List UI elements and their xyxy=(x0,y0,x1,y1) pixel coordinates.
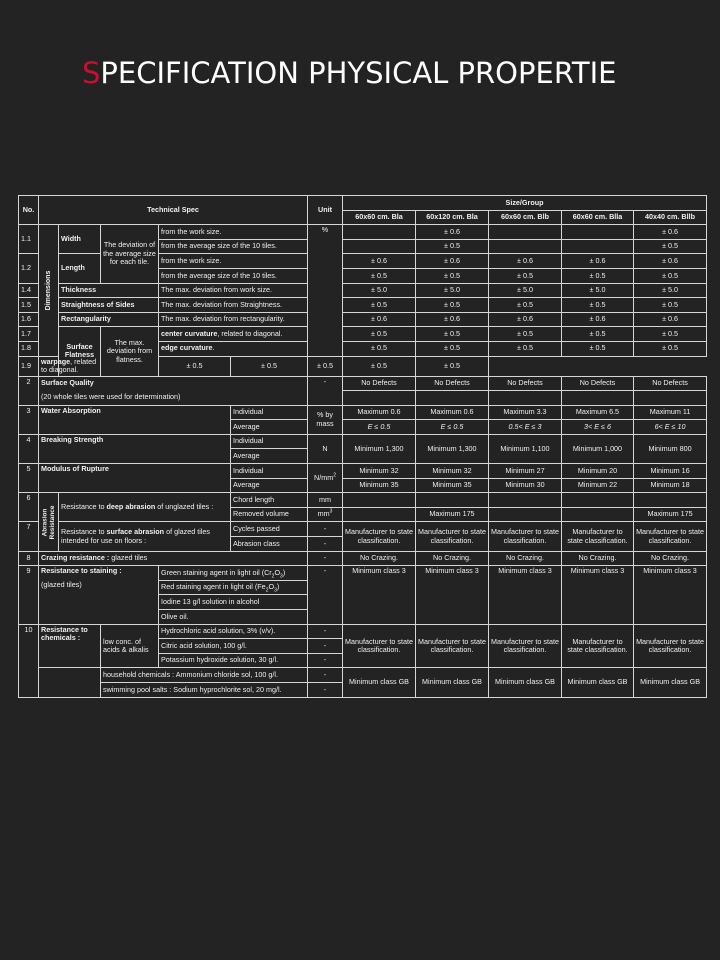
value-cell: Minimum 1,000 xyxy=(562,434,634,463)
value-cell: ± 0.5 xyxy=(562,298,634,313)
spec-desc: The max. deviation from work size. xyxy=(159,283,308,298)
chem-desc: Citric acid solution, 100 g/l. xyxy=(159,639,308,654)
value-cell: Minimum class 3 xyxy=(634,566,707,624)
row-no: 1.7 xyxy=(19,327,39,342)
value-cell: Minimum 35 xyxy=(416,478,489,493)
table-row xyxy=(19,312,707,327)
value-cell: Minimum 1,300 xyxy=(416,434,489,463)
value-cell: ± 0.5 xyxy=(308,356,343,376)
dimensions-label: Dimensions xyxy=(39,225,59,356)
value-cell: Maximum 11 xyxy=(634,405,707,420)
spec-table xyxy=(18,195,707,698)
value-cell: No Defects xyxy=(343,376,416,391)
sub-label: Individual xyxy=(231,405,308,420)
row-no: 10 xyxy=(19,624,39,697)
table-row xyxy=(19,566,707,581)
thickness-label: Thickness xyxy=(59,283,159,298)
value-cell: ± 0.6 xyxy=(562,312,634,327)
value-cell: Minimum 20 xyxy=(562,464,634,479)
value-cell xyxy=(416,391,489,406)
table-row xyxy=(19,283,707,298)
value-cell: ± 0.6 xyxy=(562,254,634,269)
sub-label: Abrasion class xyxy=(231,537,308,552)
spec-desc xyxy=(159,341,308,356)
unit-cell: $N/mm^2$ xyxy=(308,464,343,493)
value-cell: ± 0.6 xyxy=(489,312,562,327)
value-cell xyxy=(562,239,634,254)
table-row xyxy=(19,391,707,406)
table-row xyxy=(19,298,707,313)
value-cell: Minimum class GB xyxy=(343,668,416,697)
sub-label: Removed volume xyxy=(231,507,308,522)
surf-pre: Resistance to xyxy=(61,527,107,537)
spec-desc: from the average size of the 10 tiles. xyxy=(159,239,308,254)
straightness-label: Straightness of Sides xyxy=(59,298,159,313)
sub-label: Chord length xyxy=(231,493,308,508)
row-no: 1.6 xyxy=(19,312,39,327)
unit-cell: - xyxy=(308,639,343,654)
value-cell: ± 0.5 xyxy=(489,341,562,356)
value-cell: Maximum 0.6 xyxy=(343,405,416,420)
unit-cell: % by mass xyxy=(308,405,343,434)
value-cell xyxy=(562,493,634,508)
value-cell xyxy=(416,493,489,508)
page-title xyxy=(82,56,616,90)
deep-bold: deep abrasion xyxy=(106,502,156,512)
value-cell: Manufacturer to state classification. xyxy=(489,522,562,551)
value-cell xyxy=(489,239,562,254)
warpage-note: , related to diagonal. xyxy=(41,356,97,375)
unit-cell: - xyxy=(308,668,343,683)
row-no: 3 xyxy=(19,405,39,434)
row-no: 9 xyxy=(19,566,39,624)
value-cell: 3< E ≤ 6 xyxy=(562,420,634,435)
value-cell: ± 0.5 xyxy=(159,356,231,376)
unit-text: N/mm xyxy=(314,472,334,482)
value-cell: Minimum 30 xyxy=(489,478,562,493)
value-cell: ± 0.5 xyxy=(634,268,707,283)
sub-label: Average xyxy=(231,449,308,464)
value-cell: Minimum 35 xyxy=(343,478,416,493)
table-row xyxy=(19,522,707,537)
length-label: Length xyxy=(59,254,101,283)
value-cell: Manufacturer to state classification. xyxy=(634,624,707,668)
value-cell xyxy=(562,391,634,406)
value-cell: Minimum class GB xyxy=(634,668,707,697)
value-cell: ± 5.0 xyxy=(416,283,489,298)
value-cell: Maximum 3.3 xyxy=(489,405,562,420)
header-unit: Unit xyxy=(308,196,343,225)
value-cell: ± 0.6 xyxy=(634,225,707,240)
row-no: 7 xyxy=(19,522,39,551)
agent-desc: Olive oil. xyxy=(159,610,308,625)
chemicals-label: Resistance to chemicals : xyxy=(39,624,101,668)
dim-unit: % xyxy=(308,225,343,356)
value-cell: ± 0.5 xyxy=(489,298,562,313)
sub-label: Average xyxy=(231,420,308,435)
spec-desc: from the work size. xyxy=(159,254,308,269)
blank-cell xyxy=(39,668,101,697)
table-row xyxy=(19,376,707,391)
value-cell: Maximum 0.6 xyxy=(416,405,489,420)
row-no: 2 xyxy=(19,376,39,405)
sub-label: Cycles passed xyxy=(231,522,308,537)
title-first-letter: S xyxy=(82,56,101,90)
row-no: 8 xyxy=(19,551,39,566)
table-row xyxy=(19,551,707,566)
agent-desc: Iodine 13 g/l solution in alcohol xyxy=(159,595,308,610)
value-cell: ± 0.5 xyxy=(416,298,489,313)
red-agent: Red staining agent in light oil (Fe xyxy=(161,582,266,592)
value-cell: Minimum 32 xyxy=(343,464,416,479)
row-no: 5 xyxy=(19,464,39,493)
value-cell: Manufacturer to state classification. xyxy=(343,522,416,551)
value-cell: ± 0.5 xyxy=(343,298,416,313)
surf-bold: surface abrasion xyxy=(106,527,165,537)
value-cell: ± 0.5 xyxy=(343,356,416,376)
warpage: warpage xyxy=(41,356,71,366)
value-cell: No Crazing. xyxy=(634,551,707,566)
staining-label-cell xyxy=(39,566,159,624)
header-size-group: Size/Group xyxy=(343,196,707,211)
value-cell: Minimum 1,300 xyxy=(343,434,416,463)
center-curvature: center curvature xyxy=(161,328,218,338)
value-cell: Minimum 16 xyxy=(634,464,707,479)
value-cell xyxy=(489,507,562,522)
spec-desc xyxy=(159,327,308,342)
deep-abrasion-label xyxy=(59,493,231,522)
value-cell: ± 0.6 xyxy=(343,312,416,327)
value-cell: Manufacturer to state classification. xyxy=(562,522,634,551)
value-cell: No Crazing. xyxy=(562,551,634,566)
value-cell: Manufacturer to state classification. xyxy=(562,624,634,668)
crazing-note: glazed tiles xyxy=(109,553,148,563)
value-cell: Maximum 175 xyxy=(416,507,489,522)
spec-desc: from the work size. xyxy=(159,225,308,240)
value-cell xyxy=(634,391,707,406)
value-cell: Maximum 6.5 xyxy=(562,405,634,420)
value-cell xyxy=(343,507,416,522)
value-cell: ± 0.5 xyxy=(634,298,707,313)
row-no: 1.2 xyxy=(19,254,39,283)
value-cell: ± 0.6 xyxy=(634,312,707,327)
row-no: 1.5 xyxy=(19,298,39,313)
value-cell: Manufacturer to state classification. xyxy=(343,624,416,668)
row-no: 1.4 xyxy=(19,283,39,298)
table-row xyxy=(19,464,707,479)
unit-text: mm xyxy=(317,509,330,519)
value-cell: ± 0.5 xyxy=(634,341,707,356)
value-cell: ± 0.5 xyxy=(343,341,416,356)
value-cell: No Defects xyxy=(416,376,489,391)
value-cell: Minimum class 3 xyxy=(489,566,562,624)
unit-cell: - xyxy=(308,566,343,624)
table-row xyxy=(19,405,707,420)
value-cell: Minimum class 3 xyxy=(343,566,416,624)
unit-cell: - xyxy=(308,537,343,552)
table-row xyxy=(19,668,707,683)
value-cell: ± 0.5 xyxy=(416,356,489,376)
value-cell: Minimum 800 xyxy=(634,434,707,463)
width-label: Width xyxy=(59,225,101,254)
chem-desc: Potassium hydroxide solution, 30 g/l. xyxy=(159,653,308,668)
value-cell xyxy=(634,493,707,508)
value-cell: ± 0.6 xyxy=(416,225,489,240)
value-cell: Minimum 22 xyxy=(562,478,634,493)
value-cell: ± 0.5 xyxy=(634,239,707,254)
max-dev-desc: The max. deviation from flatness. xyxy=(101,327,159,376)
row-no: 6 xyxy=(19,493,39,522)
deep-post: of unglazed tiles : xyxy=(155,502,214,512)
water-absorption-label: Water Absorption xyxy=(39,405,231,434)
low-conc-label: low conc. of acids & alkalis xyxy=(101,624,159,668)
value-cell: Minimum 1,100 xyxy=(489,434,562,463)
header-no: No. xyxy=(19,196,39,225)
modulus-label: Modulus of Rupture xyxy=(39,464,231,493)
value-cell: Minimum class GB xyxy=(562,668,634,697)
value-cell: ± 0.5 xyxy=(416,327,489,342)
table-row xyxy=(19,493,707,508)
value-cell: E ≤ 0.5 xyxy=(416,420,489,435)
sub-label: Individual xyxy=(231,434,308,449)
row-no: 4 xyxy=(19,434,39,463)
unit-cell: - xyxy=(308,653,343,668)
unit-cell: - xyxy=(308,551,343,566)
unit-cell: $mm^3$ xyxy=(308,507,343,522)
chem-desc: swimming pool salts : Sodium hyprochlorite sol, 20 mg/l. xyxy=(101,682,308,697)
header-spec: Technical Spec xyxy=(39,196,308,225)
value-cell xyxy=(489,225,562,240)
rectangularity-label: Rectangularity xyxy=(59,312,159,327)
breaking-strength-label: Breaking Strength xyxy=(39,434,231,463)
value-cell: No Defects xyxy=(634,376,707,391)
unit-cell: - xyxy=(308,624,343,639)
value-cell: Minimum 27 xyxy=(489,464,562,479)
value-cell: ± 0.6 xyxy=(343,254,416,269)
value-cell: ± 5.0 xyxy=(343,283,416,298)
unit-cell: - xyxy=(308,682,343,697)
sub-label: Average xyxy=(231,478,308,493)
value-cell: ± 0.5 xyxy=(416,268,489,283)
deviation-desc: The deviation of the average size for each tile. xyxy=(101,225,159,283)
value-cell: 0.5< E ≤ 3 xyxy=(489,420,562,435)
table-row xyxy=(19,327,707,342)
staining-label: Resistance to staining : xyxy=(41,566,122,576)
surface-quality-label: Surface Quality xyxy=(39,376,308,391)
value-cell: 6< E ≤ 10 xyxy=(634,420,707,435)
unit-cell: - xyxy=(308,522,343,537)
agent-desc: Green staining agent in light oil $(Cr_2O_3)$ xyxy=(159,566,308,581)
value-cell xyxy=(489,391,562,406)
value-cell: ± 0.5 xyxy=(562,268,634,283)
value-cell: ± 0.6 xyxy=(489,254,562,269)
group-header: 60x120 cm. Bla xyxy=(416,210,489,225)
value-cell: ± 0.5 xyxy=(231,356,308,376)
deep-pre: Resistance to xyxy=(61,502,107,512)
surface-quality-note: (20 whole tiles were used for determination) xyxy=(39,391,308,406)
staining-sub: (glazed tiles) xyxy=(41,579,82,589)
center-curvature-note: , related to diagonal. xyxy=(217,328,283,338)
title-rest: PECIFICATION PHYSICAL PROPERTIE xyxy=(100,56,617,90)
value-cell: No Defects xyxy=(562,376,634,391)
table-row xyxy=(19,225,707,240)
value-cell: ± 0.5 xyxy=(562,327,634,342)
value-cell: No Crazing. xyxy=(489,551,562,566)
value-cell: No Crazing. xyxy=(416,551,489,566)
value-cell: ± 0.6 xyxy=(416,254,489,269)
spec-desc: from the average size of the 10 tiles. xyxy=(159,268,308,283)
table-row xyxy=(19,434,707,449)
value-cell: ± 0.5 xyxy=(343,268,416,283)
spec-desc xyxy=(39,356,101,376)
value-cell: Minimum class GB xyxy=(489,668,562,697)
spec-desc: The max. deviation from rectangularity. xyxy=(159,312,308,327)
value-cell xyxy=(489,493,562,508)
abrasion-resistance-label: Abrasion Resistance xyxy=(39,493,59,551)
value-cell: Minimum class GB xyxy=(416,668,489,697)
value-cell: ± 0.5 xyxy=(562,341,634,356)
group-header: 60x60 cm. Blla xyxy=(562,210,634,225)
surf-post: of glazed tiles intended for use on floors : xyxy=(61,527,211,545)
unit-cell: mm xyxy=(308,493,343,508)
value-cell: ± 0.5 xyxy=(416,341,489,356)
table-row xyxy=(19,624,707,639)
value-cell: Manufacturer to state classification. xyxy=(489,624,562,668)
value-cell xyxy=(343,493,416,508)
value-cell: Minimum class 3 xyxy=(416,566,489,624)
row-no: 1.9 xyxy=(19,356,39,376)
value-cell: No Crazing. xyxy=(343,551,416,566)
value-cell: E ≤ 0.5 xyxy=(343,420,416,435)
sub-label: Individual xyxy=(231,464,308,479)
value-cell: ± 0.5 xyxy=(489,268,562,283)
chem-desc: household chemicals : Ammonium chloride sol, 100 g/l. xyxy=(101,668,308,683)
value-cell: Manufacturer to state classification. xyxy=(634,522,707,551)
value-cell: Minimum class 3 xyxy=(562,566,634,624)
crazing-label xyxy=(39,551,308,566)
flatness-label: Surface Flatness xyxy=(59,327,101,376)
value-cell: Manufacturer to state classification. xyxy=(416,624,489,668)
chem-desc: Hydrochloric acid solution, 3% (v/v). xyxy=(159,624,308,639)
group-header: 40x40 cm. Bllb xyxy=(634,210,707,225)
value-cell: ± 0.5 xyxy=(634,327,707,342)
green-agent: Green staining agent in light oil (Cr xyxy=(161,567,272,577)
edge-curvature-note: . xyxy=(212,343,215,353)
value-cell: ± 0.5 xyxy=(489,327,562,342)
crazing-bold: Crazing resistance : xyxy=(41,553,110,563)
value-cell: Minimum 32 xyxy=(416,464,489,479)
value-cell xyxy=(343,391,416,406)
group-header: 60x60 cm. Bla xyxy=(343,210,416,225)
spec-desc: The max. deviation from Straightness. xyxy=(159,298,308,313)
surface-abrasion-label xyxy=(59,522,231,551)
value-cell xyxy=(562,225,634,240)
value-cell: Maximum 175 xyxy=(634,507,707,522)
edge-curvature: edge curvature xyxy=(161,343,213,353)
group-header: 60x60 cm. Blb xyxy=(489,210,562,225)
value-cell: ± 5.0 xyxy=(489,283,562,298)
value-cell xyxy=(343,225,416,240)
unit-cell: N xyxy=(308,434,343,463)
agent-desc: Red staining agent in light oil $(Fe_2O_3)$ xyxy=(159,580,308,595)
value-cell: ± 5.0 xyxy=(634,283,707,298)
value-cell xyxy=(343,239,416,254)
value-cell: ± 0.6 xyxy=(416,312,489,327)
value-cell: ± 0.6 xyxy=(634,254,707,269)
row-no: 1.1 xyxy=(19,225,39,254)
row-no: 1.8 xyxy=(19,341,39,356)
value-cell: ± 0.5 xyxy=(416,239,489,254)
value-cell: ± 5.0 xyxy=(562,283,634,298)
value-cell: Manufacturer to state classification. xyxy=(416,522,489,551)
value-cell xyxy=(562,507,634,522)
header-row-1 xyxy=(19,196,707,211)
unit-cell: - xyxy=(308,376,343,405)
value-cell: ± 0.5 xyxy=(343,327,416,342)
value-cell: No Defects xyxy=(489,376,562,391)
value-cell: Minimum 18 xyxy=(634,478,707,493)
